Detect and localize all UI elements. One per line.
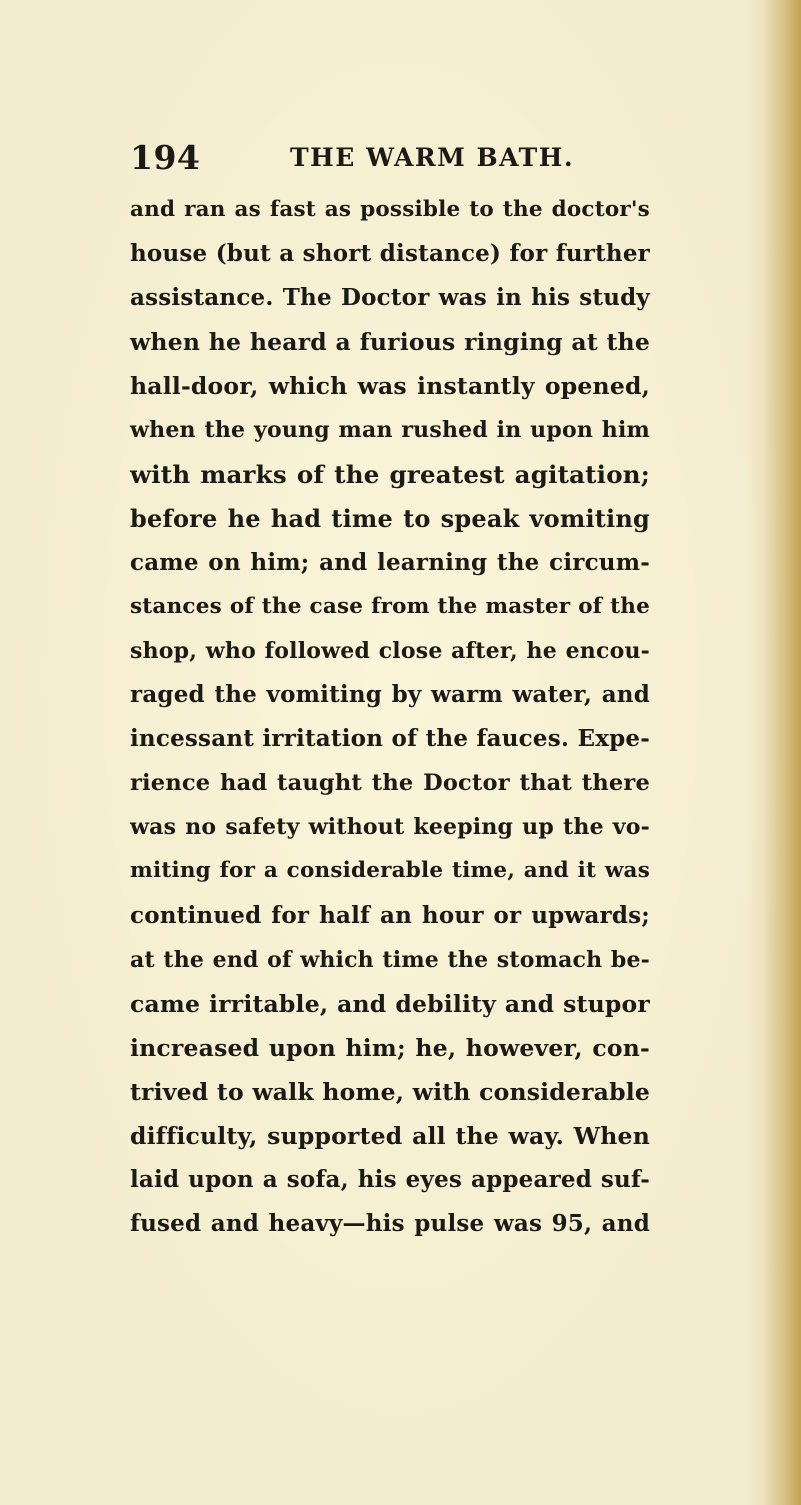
- text-line: increased upon him; he, however, con-: [130, 1033, 650, 1062]
- text-line: miting for a considerable time, and it was: [130, 858, 650, 884]
- text-line: continued for half an hour or upwards;: [130, 901, 650, 929]
- text-line: house (but a short distance) for further: [130, 240, 650, 268]
- page-edge-shading: [763, 0, 801, 1505]
- body-text: [130, 188, 650, 1246]
- text-line: assistance. The Doctor was in his study: [130, 284, 650, 312]
- text-line: trived to walk home, with considerable: [130, 1077, 650, 1106]
- text-line: came on him; and learning the circum-: [130, 548, 650, 576]
- text-line: with marks of the greatest agitation;: [130, 459, 650, 489]
- text-line: fused and heavy—his pulse was 95, and: [130, 1210, 650, 1238]
- text-line: and ran as fast as possible to the doctor's: [130, 197, 650, 222]
- text-line: laid upon a sofa, his eyes appeared suf-: [130, 1166, 650, 1194]
- page-number: 194: [130, 138, 201, 177]
- text-line: was no safety without keeping up the vo-: [130, 814, 650, 841]
- text-line: shop, who followed close after, he encou-: [130, 637, 650, 664]
- running-title: THE WARM BATH.: [290, 143, 575, 172]
- text-line: hall-door, which was instantly opened,: [130, 372, 650, 401]
- text-line: when the young man rushed in upon him: [130, 417, 650, 444]
- text-line: at the end of which time the stomach be-: [130, 946, 650, 973]
- text-line: stances of the case from the master of the: [130, 593, 650, 619]
- text-line: incessant irritation of the fauces. Expe-: [130, 725, 650, 753]
- text-line: when he heard a furious ringing at the: [130, 328, 650, 357]
- text-line: rience had taught the Doctor that there: [130, 770, 650, 797]
- text-line: came irritable, and debility and stupor: [130, 989, 650, 1018]
- running-head: [130, 138, 650, 178]
- text-line: difficulty, supported all the way. When: [130, 1121, 650, 1150]
- text-line: before he had time to speak vomiting: [130, 503, 650, 533]
- text-line: raged the vomiting by warm water, and: [130, 681, 650, 709]
